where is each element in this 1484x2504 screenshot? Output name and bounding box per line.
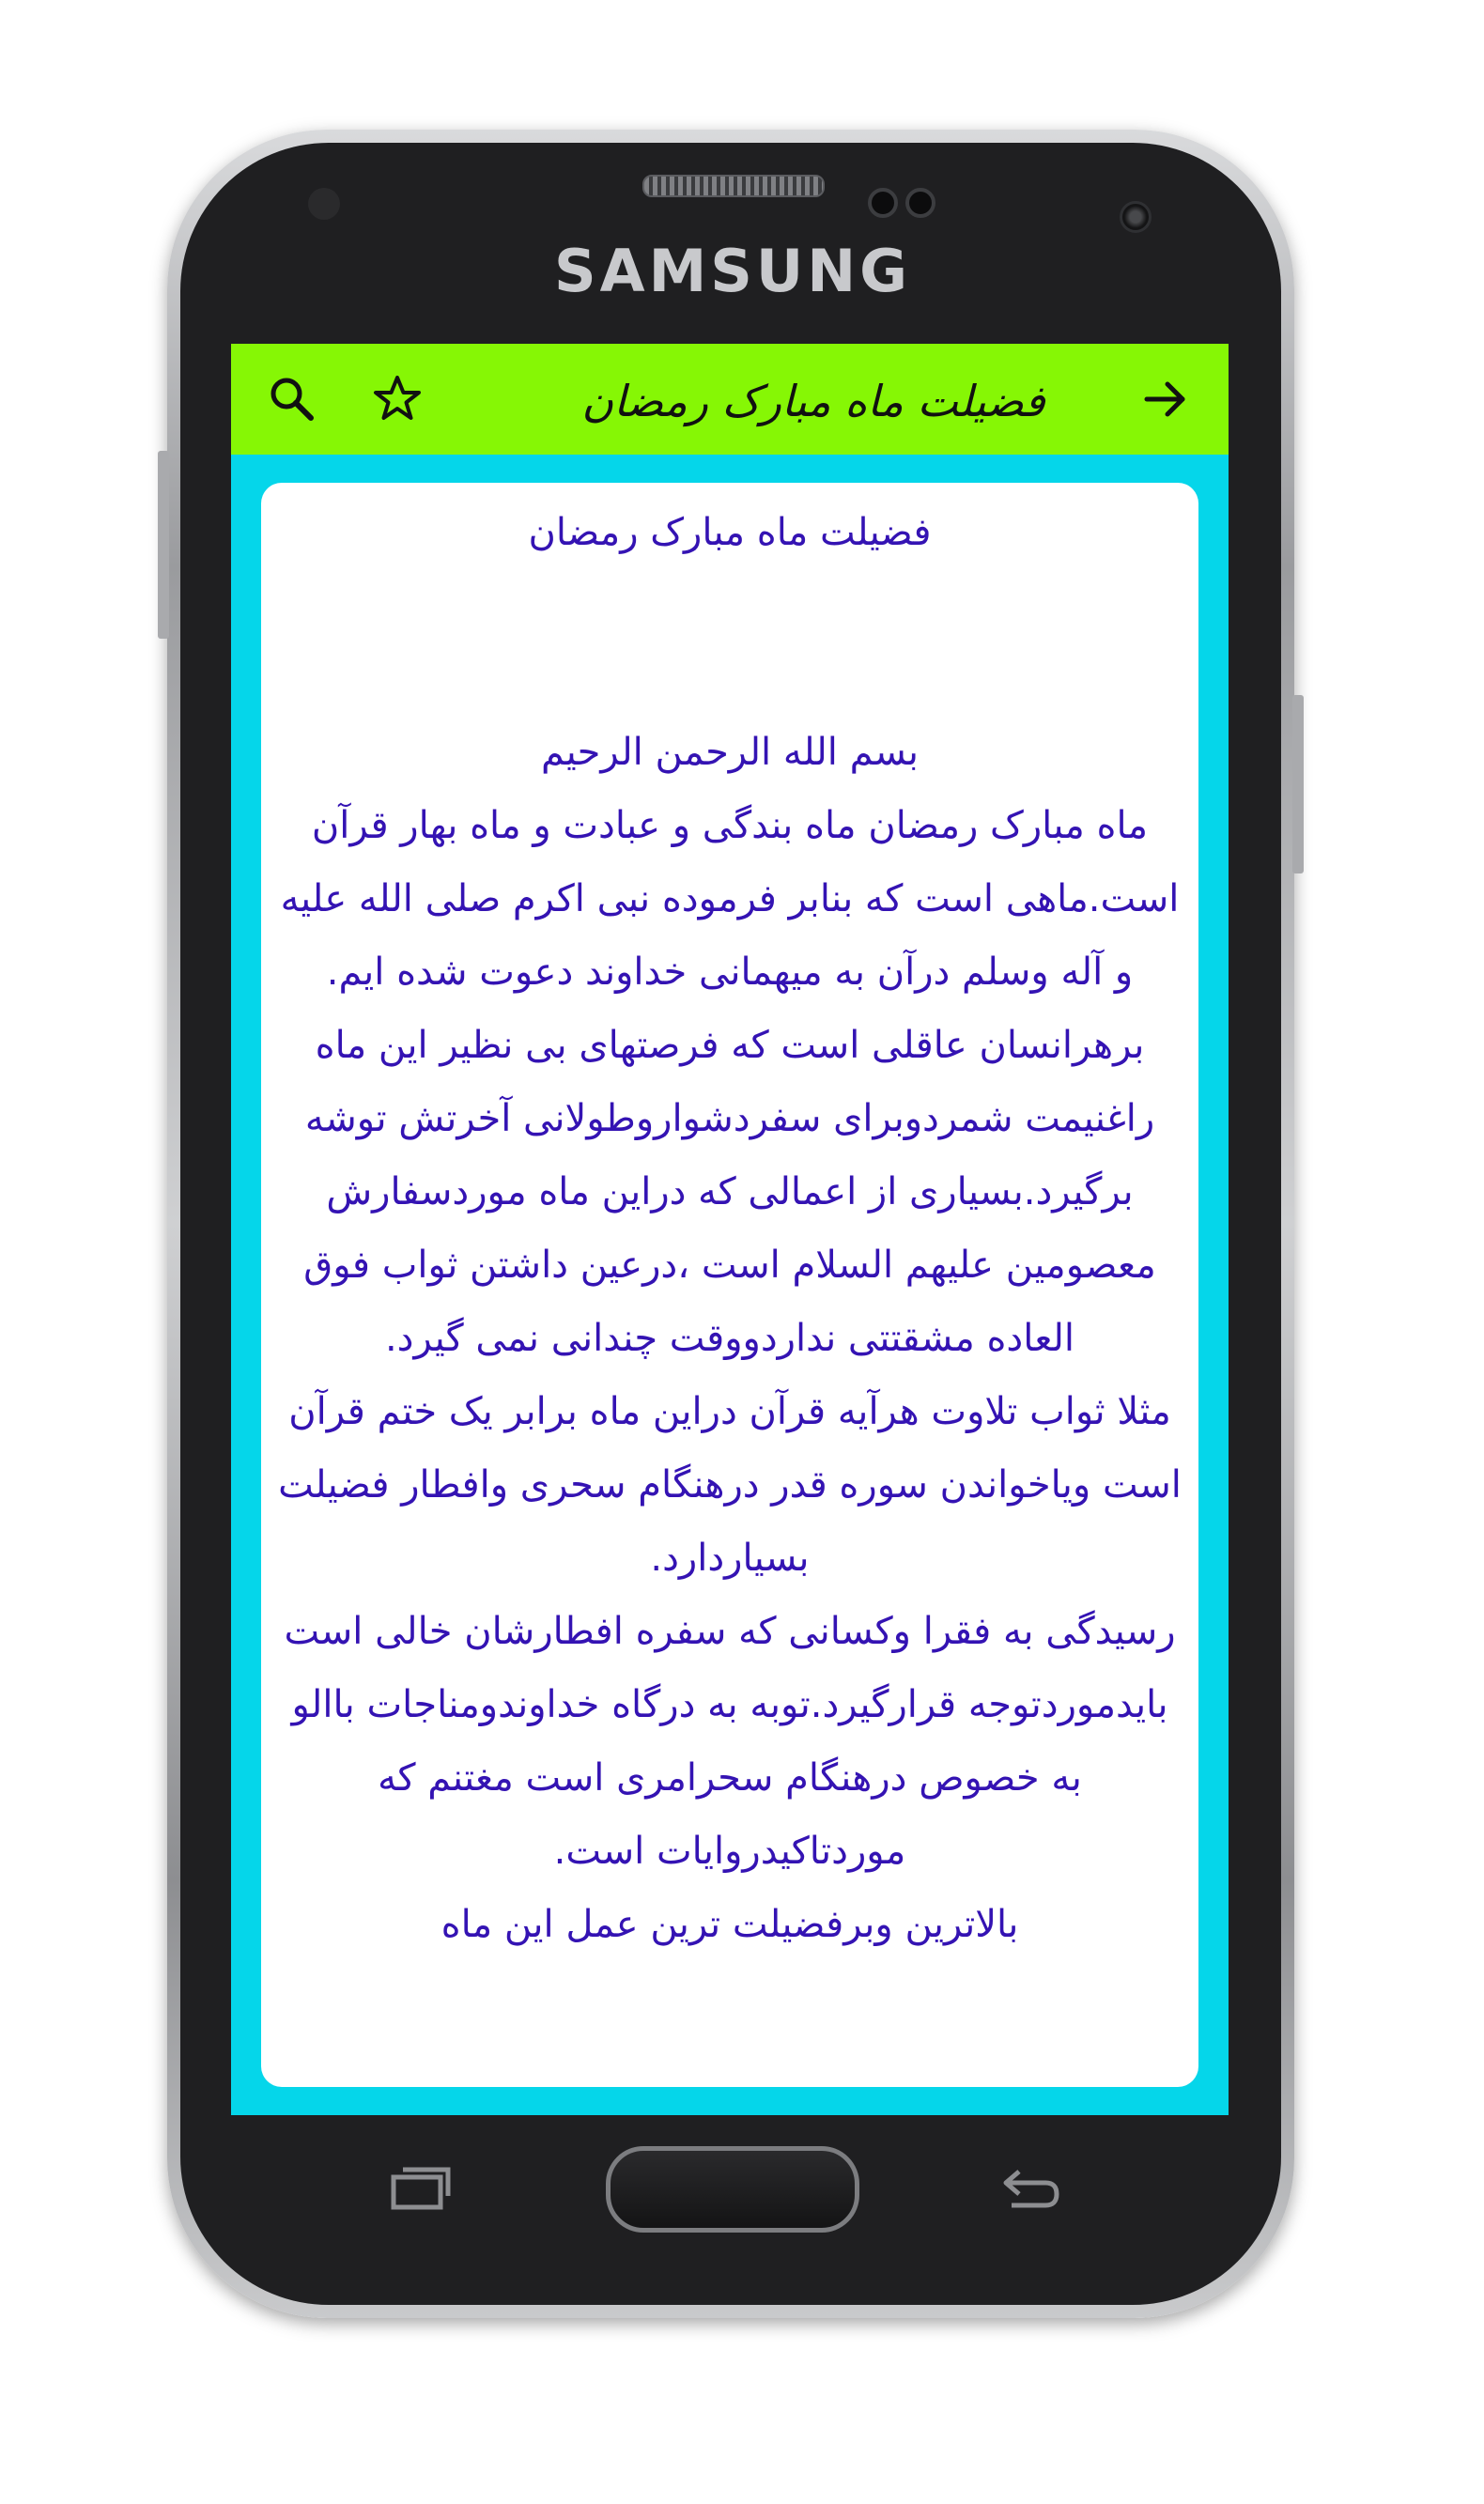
device-brand-logo: SAMSUNG [553, 237, 912, 305]
proximity-sensor [868, 188, 898, 218]
home-button[interactable] [606, 2146, 859, 2233]
recents-icon[interactable] [383, 2160, 458, 2217]
app-toolbar [231, 344, 1229, 455]
article-card[interactable] [261, 483, 1198, 2087]
toolbar-title: فضیلت ماه مبارک رمضان [581, 376, 1045, 426]
notification-led [308, 188, 340, 220]
light-sensor [905, 188, 935, 218]
star-outline-icon[interactable] [364, 366, 430, 432]
article-text: فضیلت ماه مبارک رمضان بسم الله الرحمن الرحیم ماه مبارک رمضان ماه بندگی و عبادت و ماه بهار قرآن است.ماهی است که بنابر فرموده نبی اکرم صلی الله علیه و آله وسلم درآن به میهمانی خداوند دعوت شده ایم. برهرانسان عاقلی است که فرصتهای بی نظیر این ماه راغنیمت شمردوبرای سفردشواروطولانی آخرتش توشه برگیرد.بسیاری از اعمالی که دراین ماه موردسفارش معصومین علیهم السلام است ،درعین داشتن ثواب فوق العاده مشقتتی نداردووقت چندانی نمی گیرد. مثلا ثواب تلاوت هرآیه قرآن دراین ماه برابر یک ختم قرآن است ویاخواندن سوره قدر درهنگام سحری وافطار فضیلت بسیاردارد. رسیدگی به فقرا وکسانی که سفره افطارشان خالی است بایدموردتوجه قرارگیرد.توبه به درگاه خداوندومناجات باالو به خصوص درهنگام سحرامری است مغتنم که موردتاکیدروایات است. بالاترین وبرفضیلت ترین عمل این ماه [278, 511, 1182, 1946]
power-button [1292, 695, 1304, 873]
search-icon[interactable] [259, 366, 325, 432]
back-arrow-icon[interactable] [994, 2160, 1069, 2217]
front-camera-icon [1120, 201, 1152, 233]
app-screen [231, 344, 1229, 2115]
volume-button [158, 451, 169, 639]
earpiece-speaker [642, 175, 825, 197]
arrow-back-icon[interactable] [1133, 366, 1198, 432]
